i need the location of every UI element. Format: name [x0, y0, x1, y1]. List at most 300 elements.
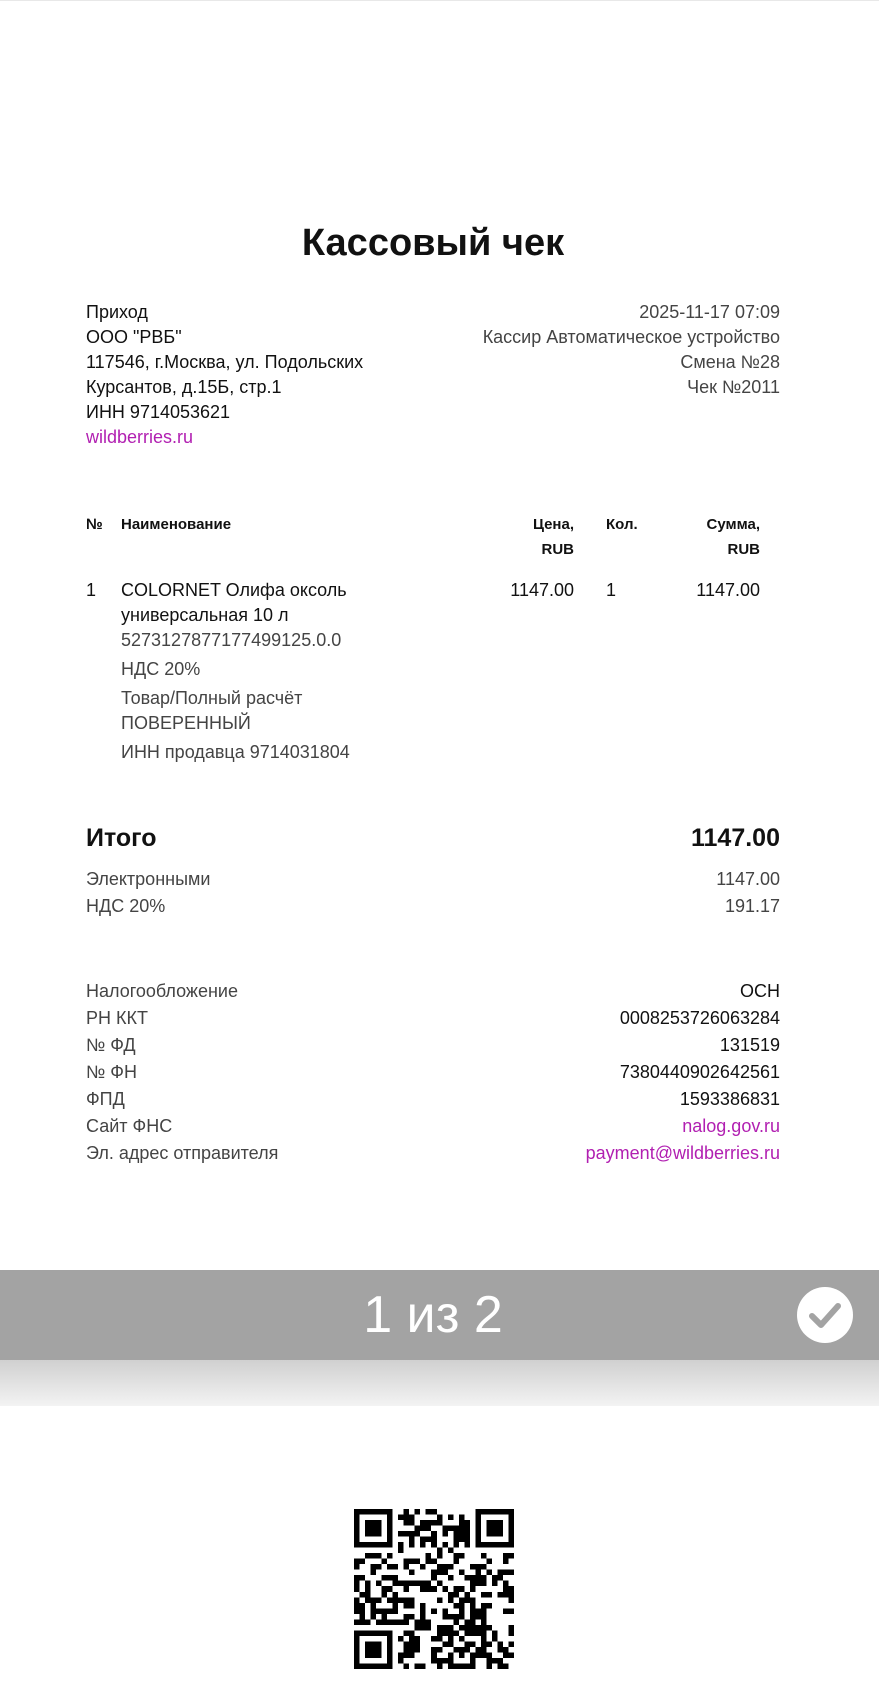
qr-module — [475, 1581, 481, 1587]
confirm-button[interactable] — [797, 1287, 853, 1343]
qr-module — [371, 1526, 377, 1532]
qr-module — [376, 1526, 382, 1532]
qr-module — [404, 1614, 410, 1620]
top-divider — [0, 0, 879, 1]
qr-module — [387, 1658, 393, 1664]
qr-module — [448, 1614, 454, 1620]
qr-module — [404, 1509, 410, 1515]
qr-module — [481, 1614, 487, 1620]
page-separator — [0, 1360, 879, 1406]
qr-module — [448, 1641, 454, 1647]
qr-module — [376, 1647, 382, 1653]
qr-module — [453, 1630, 459, 1636]
qr-module — [371, 1641, 377, 1647]
qr-module — [382, 1575, 388, 1581]
qr-module — [371, 1553, 377, 1559]
qr-module — [387, 1663, 393, 1669]
qr-module — [365, 1553, 371, 1559]
item-code: 5273127877177499125.0.0 — [121, 630, 342, 650]
qr-module — [492, 1531, 498, 1537]
qr-module — [360, 1603, 366, 1609]
qr-module — [481, 1619, 487, 1625]
qr-module — [415, 1526, 421, 1532]
column-header-qty: Кол. — [606, 516, 638, 533]
qr-module — [409, 1581, 415, 1587]
qr-module — [464, 1542, 470, 1548]
qr-module — [492, 1542, 498, 1548]
qr-module — [431, 1559, 437, 1565]
qr-module — [431, 1608, 437, 1614]
qr-module — [354, 1647, 360, 1653]
shift-number: Смена №28 — [680, 352, 780, 372]
item-sum: 1147.00 — [696, 580, 760, 600]
qr-module — [459, 1603, 465, 1609]
qr-code — [354, 1509, 514, 1669]
qr-module — [453, 1586, 459, 1592]
qr-module — [442, 1641, 448, 1647]
qr-module — [404, 1630, 410, 1636]
qr-module — [354, 1641, 360, 1647]
column-header-sum: Сумма, RUB — [706, 516, 760, 558]
qr-module — [376, 1531, 382, 1537]
qr-module — [481, 1592, 487, 1598]
qr-module — [409, 1515, 415, 1521]
qr-module — [354, 1515, 360, 1521]
qr-module — [459, 1663, 465, 1669]
qr-module — [404, 1520, 410, 1526]
qr-module — [371, 1542, 377, 1548]
qr-module — [464, 1619, 470, 1625]
qr-module — [360, 1575, 366, 1581]
qr-module — [415, 1641, 421, 1647]
qr-module — [497, 1647, 503, 1653]
qr-module — [475, 1515, 481, 1521]
qr-module — [376, 1641, 382, 1647]
address-line-2: Курсантов, д.15Б, стр.1 — [86, 377, 282, 397]
qr-module — [508, 1652, 514, 1658]
qr-module — [437, 1553, 443, 1559]
qr-module — [481, 1630, 487, 1636]
qr-module — [354, 1608, 360, 1614]
qr-module — [387, 1619, 393, 1625]
qr-module — [442, 1526, 448, 1532]
qr-module — [497, 1509, 503, 1515]
qr-module — [426, 1586, 432, 1592]
qr-module — [470, 1663, 476, 1669]
qr-module — [354, 1586, 360, 1592]
qr-module — [508, 1526, 514, 1532]
qr-module — [376, 1581, 382, 1587]
qr-module — [393, 1608, 399, 1614]
qr-module — [459, 1586, 465, 1592]
rn-kkt-value: 0008253726063284 — [619, 1008, 780, 1028]
qr-module — [464, 1575, 470, 1581]
qr-module — [475, 1520, 481, 1526]
qr-module — [382, 1663, 388, 1669]
qr-module — [360, 1542, 366, 1548]
qr-module — [486, 1570, 492, 1576]
operation-type: Приход — [86, 302, 148, 322]
qr-module — [404, 1641, 410, 1647]
qr-module — [409, 1531, 415, 1537]
qr-module — [481, 1625, 487, 1631]
qr-module — [470, 1625, 476, 1631]
qr-module — [354, 1531, 360, 1537]
qr-module — [503, 1553, 509, 1559]
qr-module — [398, 1658, 404, 1664]
qr-module — [420, 1603, 426, 1609]
qr-module — [486, 1658, 492, 1664]
qr-module — [508, 1542, 514, 1548]
qr-module — [503, 1581, 509, 1587]
website-link[interactable]: wildberries.ru — [86, 427, 194, 447]
qr-module — [387, 1564, 393, 1570]
qr-module — [420, 1520, 426, 1526]
qr-module — [387, 1575, 393, 1581]
qr-module — [415, 1625, 421, 1631]
qr-module — [475, 1575, 481, 1581]
qr-module — [354, 1663, 360, 1669]
qr-module — [365, 1581, 371, 1587]
qr-module — [448, 1625, 454, 1631]
qr-module — [420, 1608, 426, 1614]
qr-module — [365, 1520, 371, 1526]
fpd-label: ФПД — [86, 1089, 125, 1109]
qr-module — [481, 1652, 487, 1658]
qr-module — [409, 1542, 415, 1548]
qr-module — [453, 1553, 459, 1559]
qr-module — [442, 1586, 448, 1592]
qr-module — [459, 1537, 465, 1543]
qr-module — [486, 1526, 492, 1532]
qr-module — [442, 1564, 448, 1570]
page-indicator-text: 1 из 2 — [363, 1286, 503, 1344]
qr-module — [409, 1537, 415, 1543]
qr-module — [398, 1619, 404, 1625]
qr-module — [376, 1663, 382, 1669]
item-name-line2: универсальная 10 л — [121, 605, 289, 625]
qr-module — [431, 1542, 437, 1548]
qr-module — [503, 1542, 509, 1548]
qr-module — [365, 1647, 371, 1653]
qr-module — [420, 1625, 426, 1631]
qr-module — [464, 1641, 470, 1647]
qr-module — [404, 1647, 410, 1653]
qr-module — [464, 1630, 470, 1636]
qr-module — [464, 1597, 470, 1603]
qr-module — [415, 1559, 421, 1565]
qr-module — [470, 1619, 476, 1625]
total-label: Итого — [86, 824, 157, 852]
qr-module — [448, 1515, 454, 1521]
qr-module — [470, 1641, 476, 1647]
qr-module — [486, 1520, 492, 1526]
qr-module — [376, 1630, 382, 1636]
qr-module — [508, 1592, 514, 1598]
qr-module — [437, 1570, 443, 1576]
qr-module — [409, 1603, 415, 1609]
qr-module — [470, 1630, 476, 1636]
item-qty: 1 — [606, 580, 617, 600]
qr-module — [437, 1658, 443, 1664]
qr-module — [431, 1570, 437, 1576]
qr-module — [431, 1658, 437, 1664]
qr-module — [420, 1663, 426, 1669]
qr-module — [393, 1581, 399, 1587]
fiscal-labels — [86, 978, 278, 1167]
qr-module — [448, 1575, 454, 1581]
qr-module — [453, 1614, 459, 1620]
qr-module — [475, 1570, 481, 1576]
qr-module — [354, 1526, 360, 1532]
item-details — [121, 578, 451, 765]
qr-module — [453, 1531, 459, 1537]
column-header-price — [520, 512, 574, 562]
qr-module — [459, 1625, 465, 1631]
qr-module — [459, 1553, 465, 1559]
qr-module — [365, 1630, 371, 1636]
qr-module — [382, 1592, 388, 1598]
qr-module — [371, 1630, 377, 1636]
qr-module — [486, 1542, 492, 1548]
qr-module — [382, 1630, 388, 1636]
qr-module — [371, 1603, 377, 1609]
qr-module — [492, 1509, 498, 1515]
qr-module — [492, 1630, 498, 1636]
qr-module — [453, 1619, 459, 1625]
qr-module — [431, 1647, 437, 1653]
qr-module — [492, 1581, 498, 1587]
qr-module — [365, 1526, 371, 1532]
qr-module — [475, 1542, 481, 1548]
qr-module — [376, 1520, 382, 1526]
item-seller-inn: ИНН продавца 9714031804 — [121, 742, 350, 762]
qr-module — [486, 1592, 492, 1598]
qr-module — [481, 1553, 487, 1559]
qr-module — [448, 1597, 454, 1603]
fiscal-values — [586, 978, 780, 1167]
qr-module — [470, 1575, 476, 1581]
qr-module — [459, 1570, 465, 1576]
qr-module — [497, 1520, 503, 1526]
qr-module — [360, 1608, 366, 1614]
qr-module — [481, 1647, 487, 1653]
qr-module — [497, 1526, 503, 1532]
qr-module — [464, 1663, 470, 1669]
qr-module — [508, 1531, 514, 1537]
total-value: 1147.00 — [691, 824, 780, 852]
qr-module — [387, 1515, 393, 1521]
qr-module — [354, 1619, 360, 1625]
qr-module — [360, 1630, 366, 1636]
qr-module — [398, 1542, 404, 1548]
qr-module — [420, 1586, 426, 1592]
qr-module — [464, 1526, 470, 1532]
qr-module — [387, 1608, 393, 1614]
qr-module — [409, 1652, 415, 1658]
qr-module — [382, 1586, 388, 1592]
qr-module — [464, 1592, 470, 1598]
qr-module — [404, 1597, 410, 1603]
item-name-line1: COLORNET Олифа оксоль — [121, 580, 347, 600]
vat-total-value: 191.17 — [724, 896, 780, 916]
qr-module — [426, 1559, 432, 1565]
qr-module — [371, 1652, 377, 1658]
qr-module — [503, 1509, 509, 1515]
qr-module — [503, 1608, 509, 1614]
rn-kkt-label: РН ККТ — [86, 1008, 148, 1028]
item-type-line2: ПОВЕРЕННЫЙ — [121, 713, 251, 733]
qr-module — [382, 1608, 388, 1614]
qr-module — [437, 1520, 443, 1526]
qr-module — [365, 1509, 371, 1515]
qr-module — [365, 1592, 371, 1598]
payment-labels — [86, 866, 210, 920]
qr-module — [497, 1592, 503, 1598]
qr-module — [508, 1570, 514, 1576]
qr-module — [420, 1526, 426, 1532]
fns-site-label: Сайт ФНС — [86, 1116, 173, 1136]
qr-module — [387, 1647, 393, 1653]
qr-module — [354, 1597, 360, 1603]
qr-module — [508, 1597, 514, 1603]
qr-module — [486, 1509, 492, 1515]
qr-module — [365, 1652, 371, 1658]
qr-module — [404, 1515, 410, 1521]
qr-module — [393, 1619, 399, 1625]
column-header-price-line2: RUB — [541, 541, 574, 558]
qr-module — [398, 1597, 404, 1603]
qr-module — [426, 1625, 432, 1631]
company-name: ООО "РВБ" — [86, 327, 182, 347]
qr-module — [376, 1542, 382, 1548]
qr-module — [497, 1658, 503, 1664]
qr-module — [437, 1581, 443, 1587]
qr-module — [448, 1658, 454, 1664]
address-line-1: 117546, г.Москва, ул. Подольских — [86, 352, 364, 372]
qr-module — [376, 1652, 382, 1658]
qr-module — [387, 1526, 393, 1532]
qr-module — [453, 1603, 459, 1609]
qr-module — [448, 1663, 454, 1669]
qr-module — [354, 1581, 360, 1587]
item-number: 1 — [86, 580, 97, 600]
qr-module — [508, 1630, 514, 1636]
column-header-num: № — [86, 516, 103, 533]
electronic-label: Электронными — [86, 869, 211, 889]
qr-module — [360, 1619, 366, 1625]
qr-module — [371, 1614, 377, 1620]
qr-module — [442, 1630, 448, 1636]
qr-module — [486, 1652, 492, 1658]
qr-module — [459, 1636, 465, 1642]
item-price: 1147.00 — [510, 580, 574, 600]
qr-module — [387, 1586, 393, 1592]
qr-module — [508, 1520, 514, 1526]
qr-module — [387, 1636, 393, 1642]
qr-module — [486, 1559, 492, 1565]
qr-module — [459, 1652, 465, 1658]
qr-module — [437, 1548, 443, 1554]
qr-module — [431, 1575, 437, 1581]
qr-module — [415, 1647, 421, 1653]
qr-module — [475, 1625, 481, 1631]
qr-module — [431, 1636, 437, 1642]
item-vat: НДС 20% — [121, 659, 201, 679]
qr-module — [459, 1515, 465, 1521]
qr-module — [453, 1559, 459, 1565]
qr-module — [431, 1537, 437, 1543]
qr-module — [426, 1537, 432, 1543]
receipt-title: Кассовый чек — [301, 222, 565, 264]
qr-module — [404, 1581, 410, 1587]
qr-module — [442, 1658, 448, 1664]
qr-module — [453, 1526, 459, 1532]
qr-module — [453, 1663, 459, 1669]
qr-module — [497, 1575, 503, 1581]
qr-module — [404, 1531, 410, 1537]
qr-module — [470, 1608, 476, 1614]
sender-email-label: Эл. адрес отправителя — [86, 1143, 279, 1163]
qr-module — [365, 1619, 371, 1625]
qr-module — [437, 1647, 443, 1653]
qr-module — [459, 1520, 465, 1526]
qr-module — [481, 1603, 487, 1609]
checkmark-icon — [797, 1287, 853, 1343]
qr-module — [371, 1608, 377, 1614]
qr-module — [354, 1520, 360, 1526]
qr-module — [387, 1509, 393, 1515]
qr-module — [415, 1581, 421, 1587]
qr-module — [365, 1663, 371, 1669]
qr-module — [371, 1564, 377, 1570]
qr-module — [492, 1636, 498, 1642]
qr-module — [481, 1636, 487, 1642]
electronic-value: 1147.00 — [716, 869, 780, 889]
qr-module — [448, 1592, 454, 1598]
qr-module — [431, 1520, 437, 1526]
qr-module — [376, 1597, 382, 1603]
qr-module — [393, 1597, 399, 1603]
qr-module — [464, 1531, 470, 1537]
qr-module — [409, 1570, 415, 1576]
qr-module — [448, 1526, 454, 1532]
sender-email-link[interactable]: payment@wildberries.ru — [585, 1143, 780, 1163]
qr-module — [437, 1630, 443, 1636]
qr-module — [393, 1564, 399, 1570]
qr-module — [470, 1614, 476, 1620]
fn-value: 7380440902642561 — [619, 1062, 780, 1082]
qr-module — [382, 1614, 388, 1620]
qr-module — [371, 1509, 377, 1515]
qr-module — [497, 1542, 503, 1548]
qr-module — [415, 1619, 421, 1625]
qr-module — [470, 1658, 476, 1664]
qr-module — [398, 1531, 404, 1537]
qr-module — [371, 1647, 377, 1653]
qr-module — [464, 1537, 470, 1543]
qr-module — [426, 1553, 432, 1559]
qr-module — [371, 1531, 377, 1537]
qr-module — [431, 1652, 437, 1658]
qr-module — [409, 1647, 415, 1653]
fd-value: 131519 — [719, 1035, 780, 1055]
qr-module — [404, 1652, 410, 1658]
fns-site-link[interactable]: nalog.gov.ru — [682, 1116, 780, 1136]
qr-module — [431, 1509, 437, 1515]
qr-module — [437, 1625, 443, 1631]
qr-module — [387, 1531, 393, 1537]
